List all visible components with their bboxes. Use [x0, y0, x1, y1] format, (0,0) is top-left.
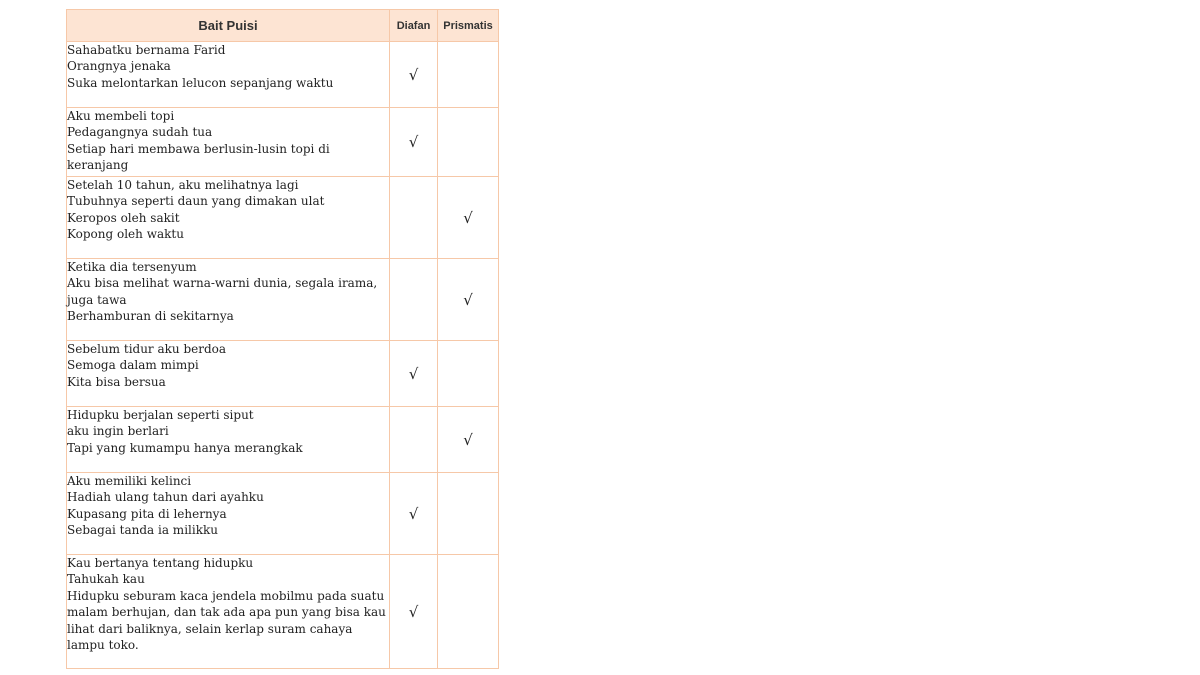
prismatis-check: √ — [438, 407, 499, 473]
poem-stanza-cell — [67, 177, 390, 259]
poem-line: Aku memiliki kelinci — [67, 474, 192, 488]
table-row — [67, 108, 499, 177]
diafan-check: √ — [390, 42, 438, 108]
table-row — [67, 407, 499, 473]
poem-stanza-cell — [67, 473, 390, 555]
poem-line: Berhamburan di sekitarnya — [67, 309, 234, 324]
poem-stanza-cell — [67, 108, 390, 177]
header-diafan: Diafan — [390, 10, 438, 42]
diafan-check — [390, 407, 438, 473]
prismatis-check — [438, 341, 499, 407]
poem-line: Hidupku seburam kaca jendela mobilmu pada suatu malam berhujan, dan tak ada apa pun yang bisa kau lihat dari baliknya, selain kerlap suram cahaya lampu toko. — [67, 588, 386, 653]
prismatis-check — [438, 108, 499, 177]
poem-line: Kupasang pita di lehernya — [67, 506, 227, 521]
poem-line: Kopong oleh waktu — [67, 227, 184, 242]
prismatis-check — [438, 42, 499, 108]
header-bait-puisi: Bait Puisi — [67, 10, 390, 42]
poem-line: Hidupku berjalan seperti siput — [67, 408, 254, 422]
diafan-check: √ — [390, 108, 438, 177]
poem-line: Orangnya jenaka — [67, 59, 171, 74]
poem-line: Aku bisa melihat warna-warni dunia, segala irama, juga tawa — [67, 276, 378, 307]
poem-line: Semoga dalam mimpi — [67, 358, 199, 373]
prismatis-check — [438, 555, 499, 669]
diafan-check: √ — [390, 473, 438, 555]
poem-line: aku ingin berlari — [67, 424, 169, 439]
diafan-check: √ — [390, 341, 438, 407]
poem-line: Aku membeli topi — [67, 109, 175, 123]
poem-line: Setiap hari membawa berlusin-lusin topi di keranjang — [67, 141, 330, 173]
prismatis-check: √ — [438, 259, 499, 341]
poem-line: Tapi yang kumampu hanya merangkak — [67, 440, 303, 455]
poem-line: Kita bisa bersua — [67, 374, 166, 389]
poem-line: Suka melontarkan lelucon sepanjang waktu — [67, 75, 334, 90]
prismatis-check — [438, 473, 499, 555]
poem-line: Tahukah kau — [67, 572, 145, 587]
poem-line: Ketika dia tersenyum — [67, 260, 197, 274]
table-row — [67, 555, 499, 669]
diafan-check — [390, 259, 438, 341]
table-row — [67, 177, 499, 259]
poem-stanza-cell — [67, 407, 390, 473]
table-row — [67, 473, 499, 555]
poem-stanza-cell — [67, 555, 390, 669]
diafan-check — [390, 177, 438, 259]
poem-line: Hadiah ulang tahun dari ayahku — [67, 490, 264, 505]
poem-classification-table — [66, 9, 499, 669]
poem-line: Kau bertanya tentang hidupku — [67, 556, 254, 570]
header-row — [67, 10, 499, 42]
poem-stanza-cell — [67, 42, 390, 108]
poem-stanza-cell — [67, 259, 390, 341]
header-prismatis: Prismatis — [438, 10, 499, 42]
table-row — [67, 42, 499, 108]
poem-line: Sebelum tidur aku berdoa — [67, 342, 227, 356]
diafan-check: √ — [390, 555, 438, 669]
poem-line: Sebagai tanda ia milikku — [67, 523, 218, 538]
poem-line: Tubuhnya seperti daun yang dimakan ulat — [67, 194, 325, 209]
prismatis-check: √ — [438, 177, 499, 259]
table-row — [67, 259, 499, 341]
poem-line: Setelah 10 tahun, aku melihatnya lagi — [67, 178, 299, 192]
poem-line: Keropos oleh sakit — [67, 210, 180, 225]
poem-line: Sahabatku bernama Farid — [67, 43, 226, 57]
poem-stanza-cell — [67, 341, 390, 407]
poem-line: Pedagangnya sudah tua — [67, 125, 213, 140]
table-row — [67, 341, 499, 407]
